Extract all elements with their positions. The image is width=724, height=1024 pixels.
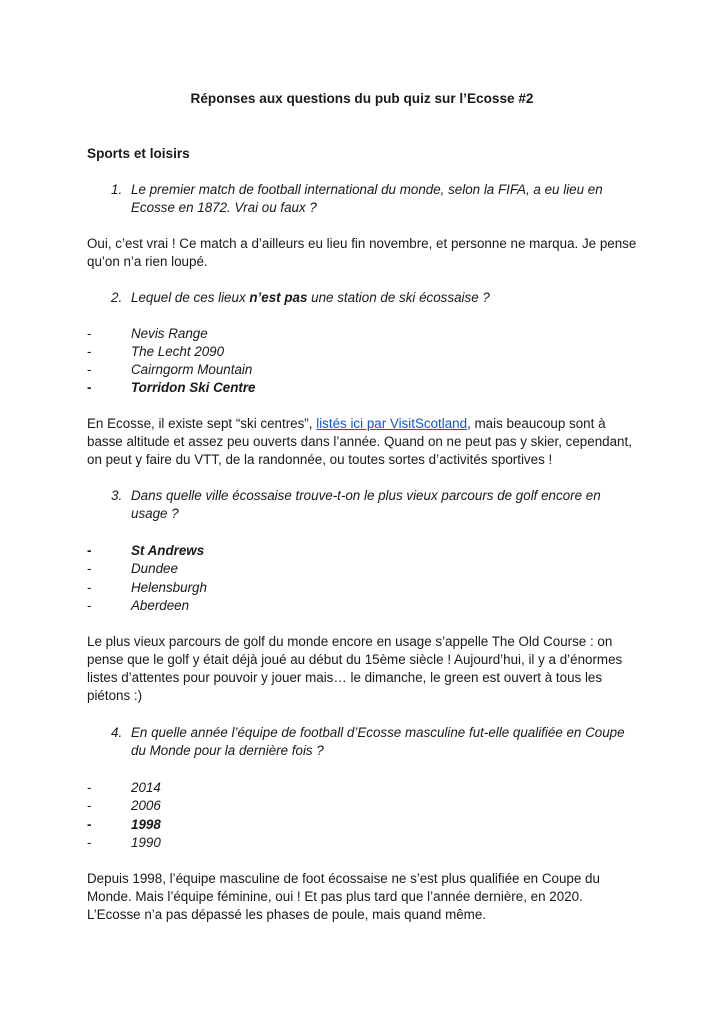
- question-1-number: 1.: [111, 182, 123, 197]
- list-bullet: -: [87, 380, 92, 395]
- question-3-line-2: usage ?: [131, 506, 179, 521]
- question-1-line-1: Le premier match de football international du monde, selon la FIFA, a eu lieu en: [131, 182, 603, 197]
- answer-3-line-1: Le plus vieux parcours de golf du monde encore en usage s’appelle The Old Course : on: [87, 634, 613, 649]
- answer-1-line-2: qu’on n’a rien loupé.: [87, 254, 208, 269]
- page-title: Réponses aux questions du pub quiz sur l’Ecosse #2: [190, 91, 534, 106]
- question-2-option: Cairngorm Mountain: [131, 362, 253, 377]
- answer-4-line-1: Depuis 1998, l’équipe masculine de foot écossaise ne s’est plus qualifiée en Coupe du: [87, 871, 600, 886]
- answer-4-line-3: L’Ecosse n’a pas dépassé les phases de poule, mais quand même.: [87, 907, 486, 922]
- question-4-option: 2014: [131, 780, 161, 795]
- answer-2-pre: En Ecosse, il existe sept “ski centres”,: [87, 416, 317, 431]
- question-2-post: une station de ski écossaise ?: [307, 290, 490, 305]
- question-4-number: 4.: [111, 725, 123, 740]
- question-4-line-1: En quelle année l’équipe de football d’Ecosse masculine fut-elle qualifiée en Coupe: [131, 725, 625, 740]
- answer-1-line-1: Oui, c’est vrai ! Ce match a d’ailleurs eu lieu fin novembre, et personne ne marqua. Je pense: [87, 236, 637, 251]
- answer-2-line-2: basse altitude et assez peu ouverts dans l’année. Quand on ne peut pas y skier, cependant,: [87, 434, 632, 449]
- question-4-correct-option: 1998: [131, 817, 161, 832]
- list-bullet: -: [87, 543, 92, 558]
- list-bullet: -: [87, 344, 92, 359]
- question-3-option: Dundee: [131, 561, 178, 576]
- question-1-line-2: Ecosse en 1872. Vrai ou faux ?: [131, 200, 317, 215]
- visitscotland-link[interactable]: listés ici par VisitScotland: [316, 416, 468, 431]
- question-3-correct-option: St Andrews: [131, 543, 205, 558]
- answer-3-line-4: piétons :): [87, 688, 143, 703]
- question-4-option: 1990: [131, 835, 161, 850]
- list-bullet: -: [87, 598, 92, 613]
- list-bullet: -: [87, 798, 92, 813]
- answer-4-line-2: Monde. Mais l’équipe féminine, oui ! Et pas plus tard que l’année dernière, en 2020.: [87, 889, 583, 904]
- list-bullet: -: [87, 326, 92, 341]
- question-3-option: Helensburgh: [131, 580, 207, 595]
- answer-2-post: , mais beaucoup sont à: [467, 416, 606, 431]
- list-bullet: -: [87, 835, 92, 850]
- question-4-option: 2006: [131, 798, 161, 813]
- question-2-emphasis: n’est pas: [249, 290, 308, 305]
- list-bullet: -: [87, 780, 92, 795]
- question-2-text: [131, 290, 490, 305]
- answer-3-line-3: listes d’attentes pour pouvoir y jouer mais… le dimanche, le green est ouvert à tous les: [87, 670, 603, 685]
- question-2-option: The Lecht 2090: [131, 344, 225, 359]
- answer-2-line-3: on peut y faire du VTT, de la randonnée, ou toutes sortes d’activités sportives !: [87, 452, 553, 467]
- question-3-number: 3.: [111, 488, 123, 503]
- answer-2-line-1: [87, 416, 606, 431]
- list-bullet: -: [87, 362, 92, 377]
- question-2-correct-option: Torridon Ski Centre: [131, 380, 256, 395]
- question-2-option: Nevis Range: [131, 326, 208, 341]
- question-2-pre: Lequel de ces lieux: [131, 290, 250, 305]
- answer-3-line-2: pense que le golf y était déjà joué au début du 15ème siècle ! Aujourd’hui, il y a d’énormes: [87, 652, 623, 667]
- section-heading: Sports et loisirs: [87, 146, 190, 161]
- list-bullet: -: [87, 580, 92, 595]
- question-3-line-1: Dans quelle ville écossaise trouve-t-on le plus vieux parcours de golf encore en: [131, 488, 601, 503]
- question-4-line-2: du Monde pour la dernière fois ?: [131, 743, 324, 758]
- question-2-number: 2.: [111, 290, 123, 305]
- list-bullet: -: [87, 817, 92, 832]
- question-3-option: Aberdeen: [131, 598, 190, 613]
- list-bullet: -: [87, 561, 92, 576]
